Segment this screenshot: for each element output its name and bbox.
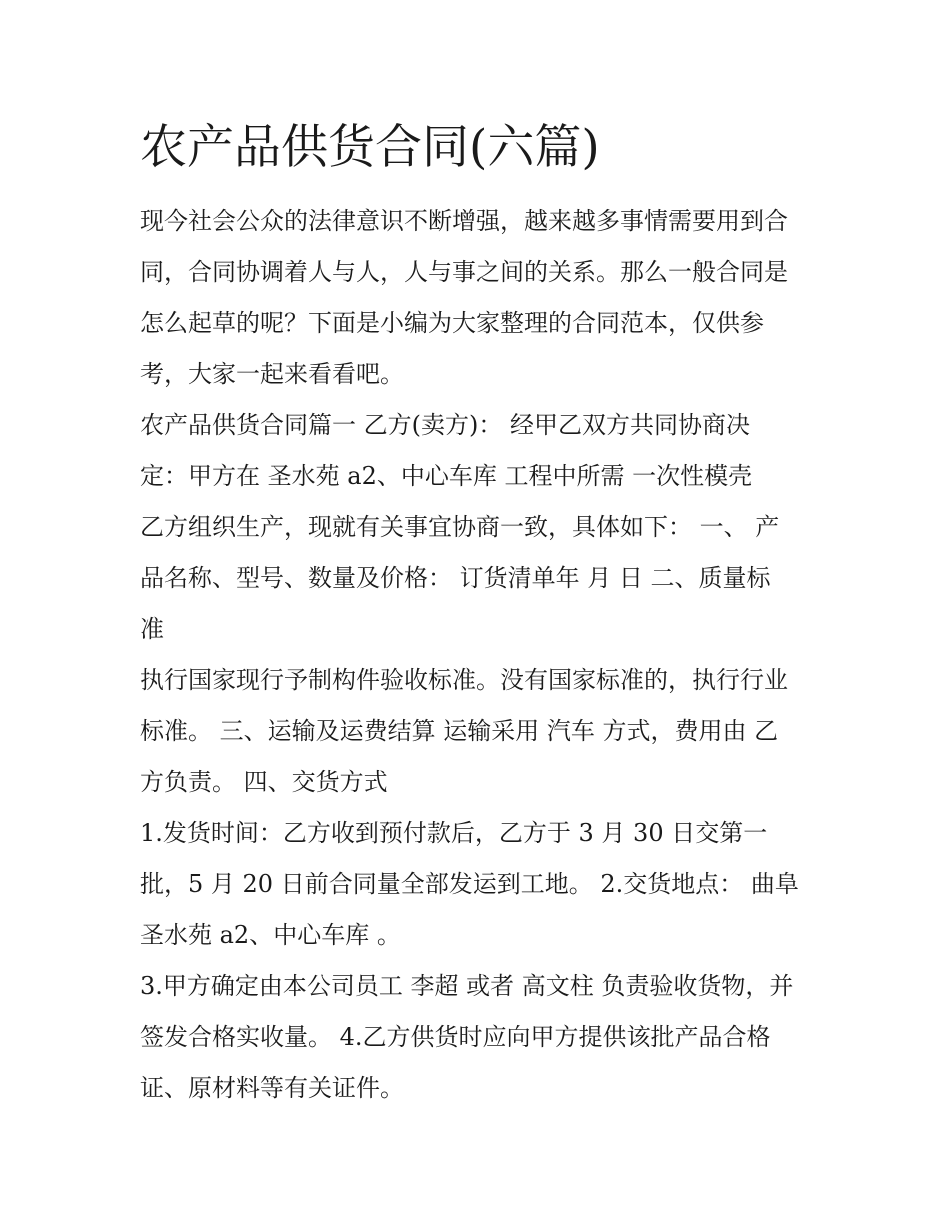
body-line-10: 执行国家现行予制构件验收标准。没有国家标准的，执行行业 <box>140 666 788 694</box>
body-line-6: 定：甲方在 圣水苑 a2、中心车库 工程中所需 一次性模壳 <box>140 462 753 490</box>
body-line-5: 农产品供货合同篇一 乙方(卖方)： 经甲乙双方共同协商决 <box>140 411 750 439</box>
body-line-4: 考，大家一起来看看吧。 <box>140 360 404 388</box>
body-line-12: 方负责。 四、交货方式 <box>140 768 388 796</box>
body-line-17: 签发合格实收量。 4.乙方供货时应向甲方提供该批产品合格 <box>140 1023 771 1051</box>
body-line-11: 标准。 三、运输及运费结算 运输采用 汽车 方式，费用由 乙 <box>140 717 779 745</box>
body-line-14: 批，5 月 20 日前合同量全部发运到工地。 2.交货地点： 曲阜 <box>140 870 799 898</box>
body-line-8: 品名称、型号、数量及价格： 订货清单年 月 日 二、质量标 <box>140 564 771 592</box>
body-line-15: 圣水苑 a2、中心车库 。 <box>140 921 401 949</box>
body-line-18: 证、原材料等有关证件。 <box>140 1074 404 1102</box>
body-line-1: 现今社会公众的法律意识不断增强，越来越多事情需要用到合 <box>140 207 788 235</box>
body-line-7: 乙方组织生产，现就有关事宜协商一致，具体如下： 一、 产 <box>140 513 780 541</box>
document-title: 农产品供货合同(六篇) <box>140 120 600 175</box>
body-line-13: 1.发货时间：乙方收到预付款后，乙方于 3 月 30 日交第一 <box>140 819 768 847</box>
body-line-3: 怎么起草的呢？下面是小编为大家整理的合同范本，仅供参 <box>140 309 764 337</box>
body-line-16: 3.甲方确定由本公司员工 李超 或者 高文柱 负责验收货物，并 <box>140 972 794 1000</box>
body-line-9: 准 <box>140 615 164 643</box>
body-line-2: 同，合同协调着人与人，人与事之间的关系。那么一般合同是 <box>140 258 788 286</box>
